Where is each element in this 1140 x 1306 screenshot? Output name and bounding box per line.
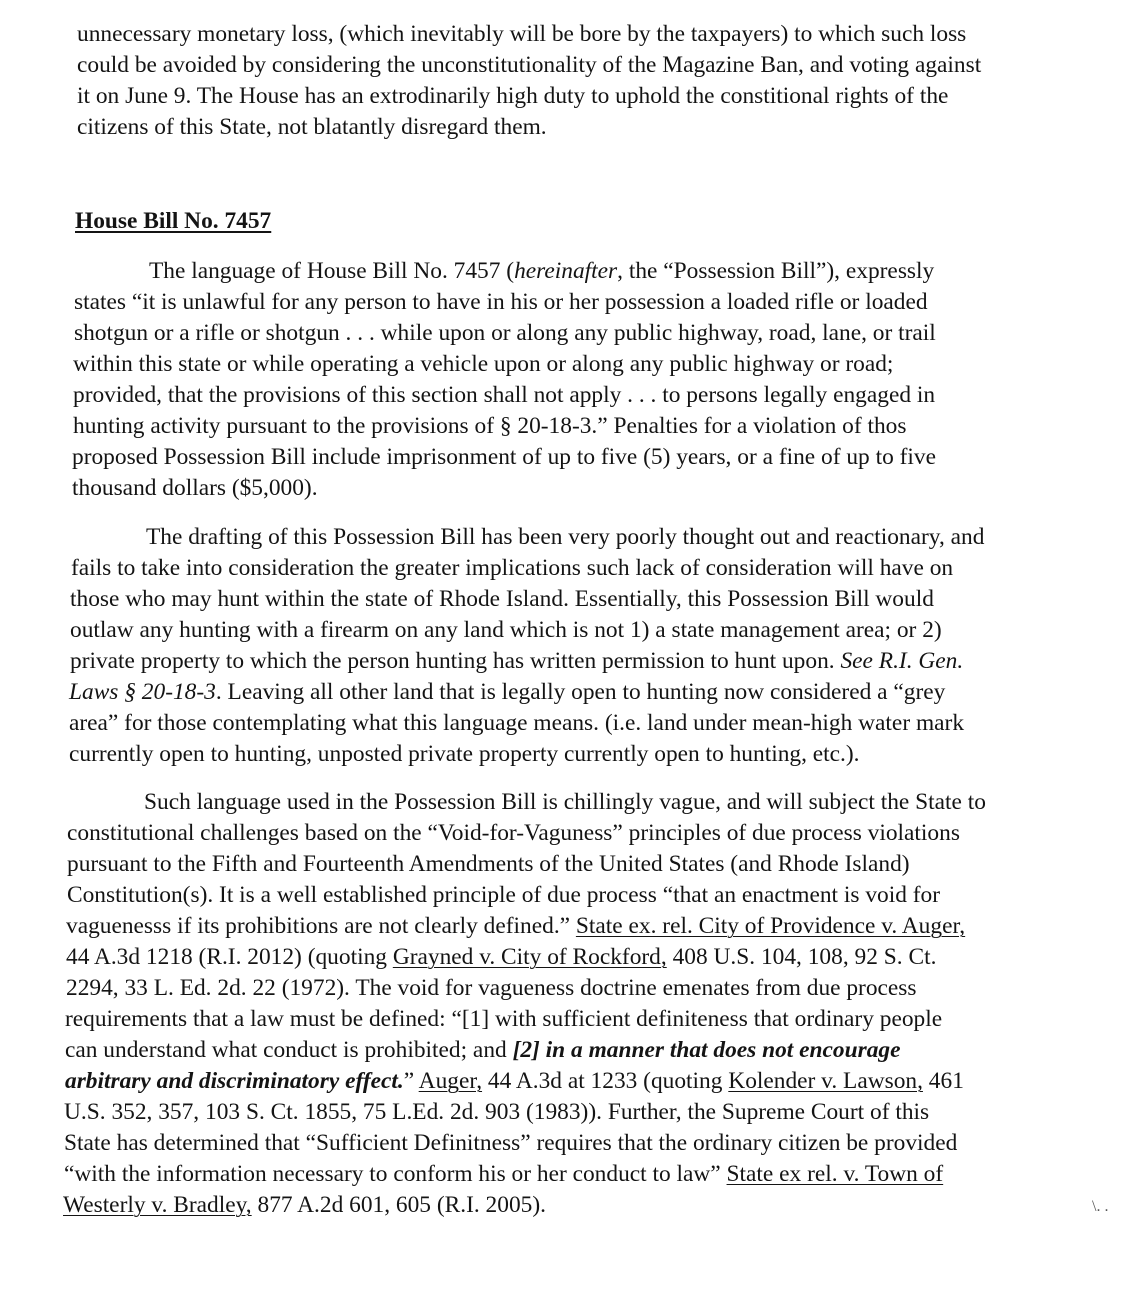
- margin-mark: \. .: [1092, 1198, 1109, 1215]
- p3-line-6: [66, 942, 936, 972]
- p2-line-2: fails to take into consideration the greater implications such lack of consideration will have on: [71, 555, 954, 581]
- p3-line-14: [63, 1190, 546, 1220]
- p3-line-9: [65, 1035, 901, 1065]
- p3-line-5: [66, 911, 965, 941]
- p1-line-3: shotgun or a rifle or shotgun . . . while upon or along any public highway, road, lane, or trail: [74, 320, 936, 346]
- p1-line-8: thousand dollars ($5,000).: [72, 475, 318, 501]
- p3-emphasis-1: [2] in a manner that does not encourage: [512, 1037, 901, 1063]
- p2-line-6b: . Leaving all other land that is legally open to hunting now considered a “grey: [215, 679, 946, 705]
- p1-line-6: hunting activity pursuant to the provisions of § 20-18-3.” Penalties for a violation of thos: [73, 413, 907, 439]
- intro-line-2: could be avoided by considering the unconstitutionality of the Magazine Ban, and voting against: [77, 52, 982, 78]
- p1-line-1: [149, 256, 934, 286]
- p3-line-9a: can understand what conduct is prohibited; and: [65, 1037, 513, 1063]
- p3-line-3: pursuant to the Fifth and Fourteenth Amendments of the United States (and Rhode Island): [67, 851, 910, 877]
- p3-line-7: 2294, 33 L. Ed. 2d. 22 (1972). The void for vagueness doctrine emenates from due process: [66, 975, 917, 1001]
- p3-line-6a: 44 A.3d 1218 (R.I. 2012) (quoting: [66, 944, 393, 970]
- intro-line-1: unnecessary monetary loss, (which inevitably will be bore by the taxpayers) to which such loss: [77, 21, 967, 47]
- p2-citation-see: See R.I. Gen.: [840, 648, 964, 674]
- p1-hereinafter: hereinafter: [514, 258, 618, 284]
- p3-emphasis-2: arbitrary and discriminatory effect.: [65, 1068, 404, 1094]
- p1-line-4: within this state or while operating a vehicle upon or along any public highway or road;: [73, 351, 894, 377]
- p2-line-6: [69, 677, 945, 707]
- p2-line-5a: private property to which the person hunting has written permission to hunt upon.: [70, 648, 841, 674]
- p3-case-auger-short: Auger,: [418, 1068, 483, 1094]
- p1-line-1a: The language of House Bill No. 7457 (: [149, 258, 515, 284]
- p3-case-kolender: Kolender v. Lawson,: [728, 1068, 923, 1094]
- p3-case-auger: State ex. rel. City of Providence v. Auger,: [575, 913, 966, 939]
- p2-line-5: [70, 646, 963, 676]
- p3-line-1: Such language used in the Possession Bill is chillingly vague, and will subject the State to: [144, 789, 986, 815]
- p3-line-2: constitutional challenges based on the “Void-for-Vaguness” principles of due process violations: [67, 820, 960, 846]
- p3-line-8: requirements that a law must be defined: “[1] with sufficient definiteness that ordinary people: [65, 1006, 943, 1032]
- p1-line-1c: , the “Possession Bill”), expressly: [617, 258, 935, 284]
- p2-line-3: those who may hunt within the state of Rhode Island. Essentially, this Possession Bill would: [70, 586, 934, 612]
- p3-line-5a: vaguenesss if its prohibitions are not clearly defined.”: [66, 913, 576, 939]
- p2-line-4: outlaw any hunting with a firearm on any land which is not 1) a state management area; or 2): [70, 617, 942, 643]
- p2-line-7: area” for those contemplating what this language means. (i.e. land under mean-high water mark: [69, 710, 965, 736]
- p3-case-grayned: Grayned v. City of Rockford,: [392, 944, 667, 970]
- intro-line-3: it on June 9. The House has an extrodinarily high duty to uphold the constitional rights of the: [77, 83, 949, 109]
- p3-line-13a: “with the information necessary to conform his or her conduct to law”: [64, 1161, 727, 1187]
- p3-line-13: [64, 1159, 943, 1189]
- p1-line-7: proposed Possession Bill include imprisonment of up to five (5) years, or a fine of up to five: [72, 444, 937, 470]
- p1-line-5: provided, that the provisions of this section shall not apply . . . to persons legally engaged in: [73, 382, 936, 408]
- p3-line-10: [65, 1066, 964, 1096]
- p3-line-11: U.S. 352, 357, 103 S. Ct. 1855, 75 L.Ed. 2d. 903 (1983)). Further, the Supreme Court of this: [64, 1099, 930, 1125]
- p2-citation-laws: Laws § 20-18-3: [69, 679, 216, 705]
- p3-line-10f: 461: [922, 1068, 964, 1094]
- p3-line-4: Constitution(s). It is a well established principle of due process “that an enactment is void for: [67, 882, 941, 908]
- p1-line-2: states “it is unlawful for any person to have in his or her possession a loaded rifle or loaded: [74, 289, 928, 315]
- intro-line-4: citizens of this State, not blatantly disregard them.: [77, 114, 547, 140]
- p2-line-8: currently open to hunting, unposted private property currently open to hunting, etc.).: [69, 741, 860, 767]
- p3-case-bradley-1: State ex rel. v. Town of: [726, 1161, 944, 1187]
- p3-line-12: State has determined that “Sufficient Definitness” requires that the ordinary citizen be provided: [64, 1130, 958, 1156]
- p3-line-10d: 44 A.3d at 1233 (quoting: [482, 1068, 729, 1094]
- p3-line-10b: ”: [403, 1068, 419, 1094]
- section-heading: House Bill No. 7457: [75, 208, 272, 234]
- p3-line-6c: 408 U.S. 104, 108, 92 S. Ct.: [666, 944, 937, 970]
- p2-line-1: The drafting of this Possession Bill has been very poorly thought out and reactionary, and: [146, 524, 985, 550]
- p3-case-bradley-2: Westerly v. Bradley,: [63, 1192, 252, 1218]
- p3-line-14b: 877 A.2d 601, 605 (R.I. 2005).: [251, 1192, 546, 1218]
